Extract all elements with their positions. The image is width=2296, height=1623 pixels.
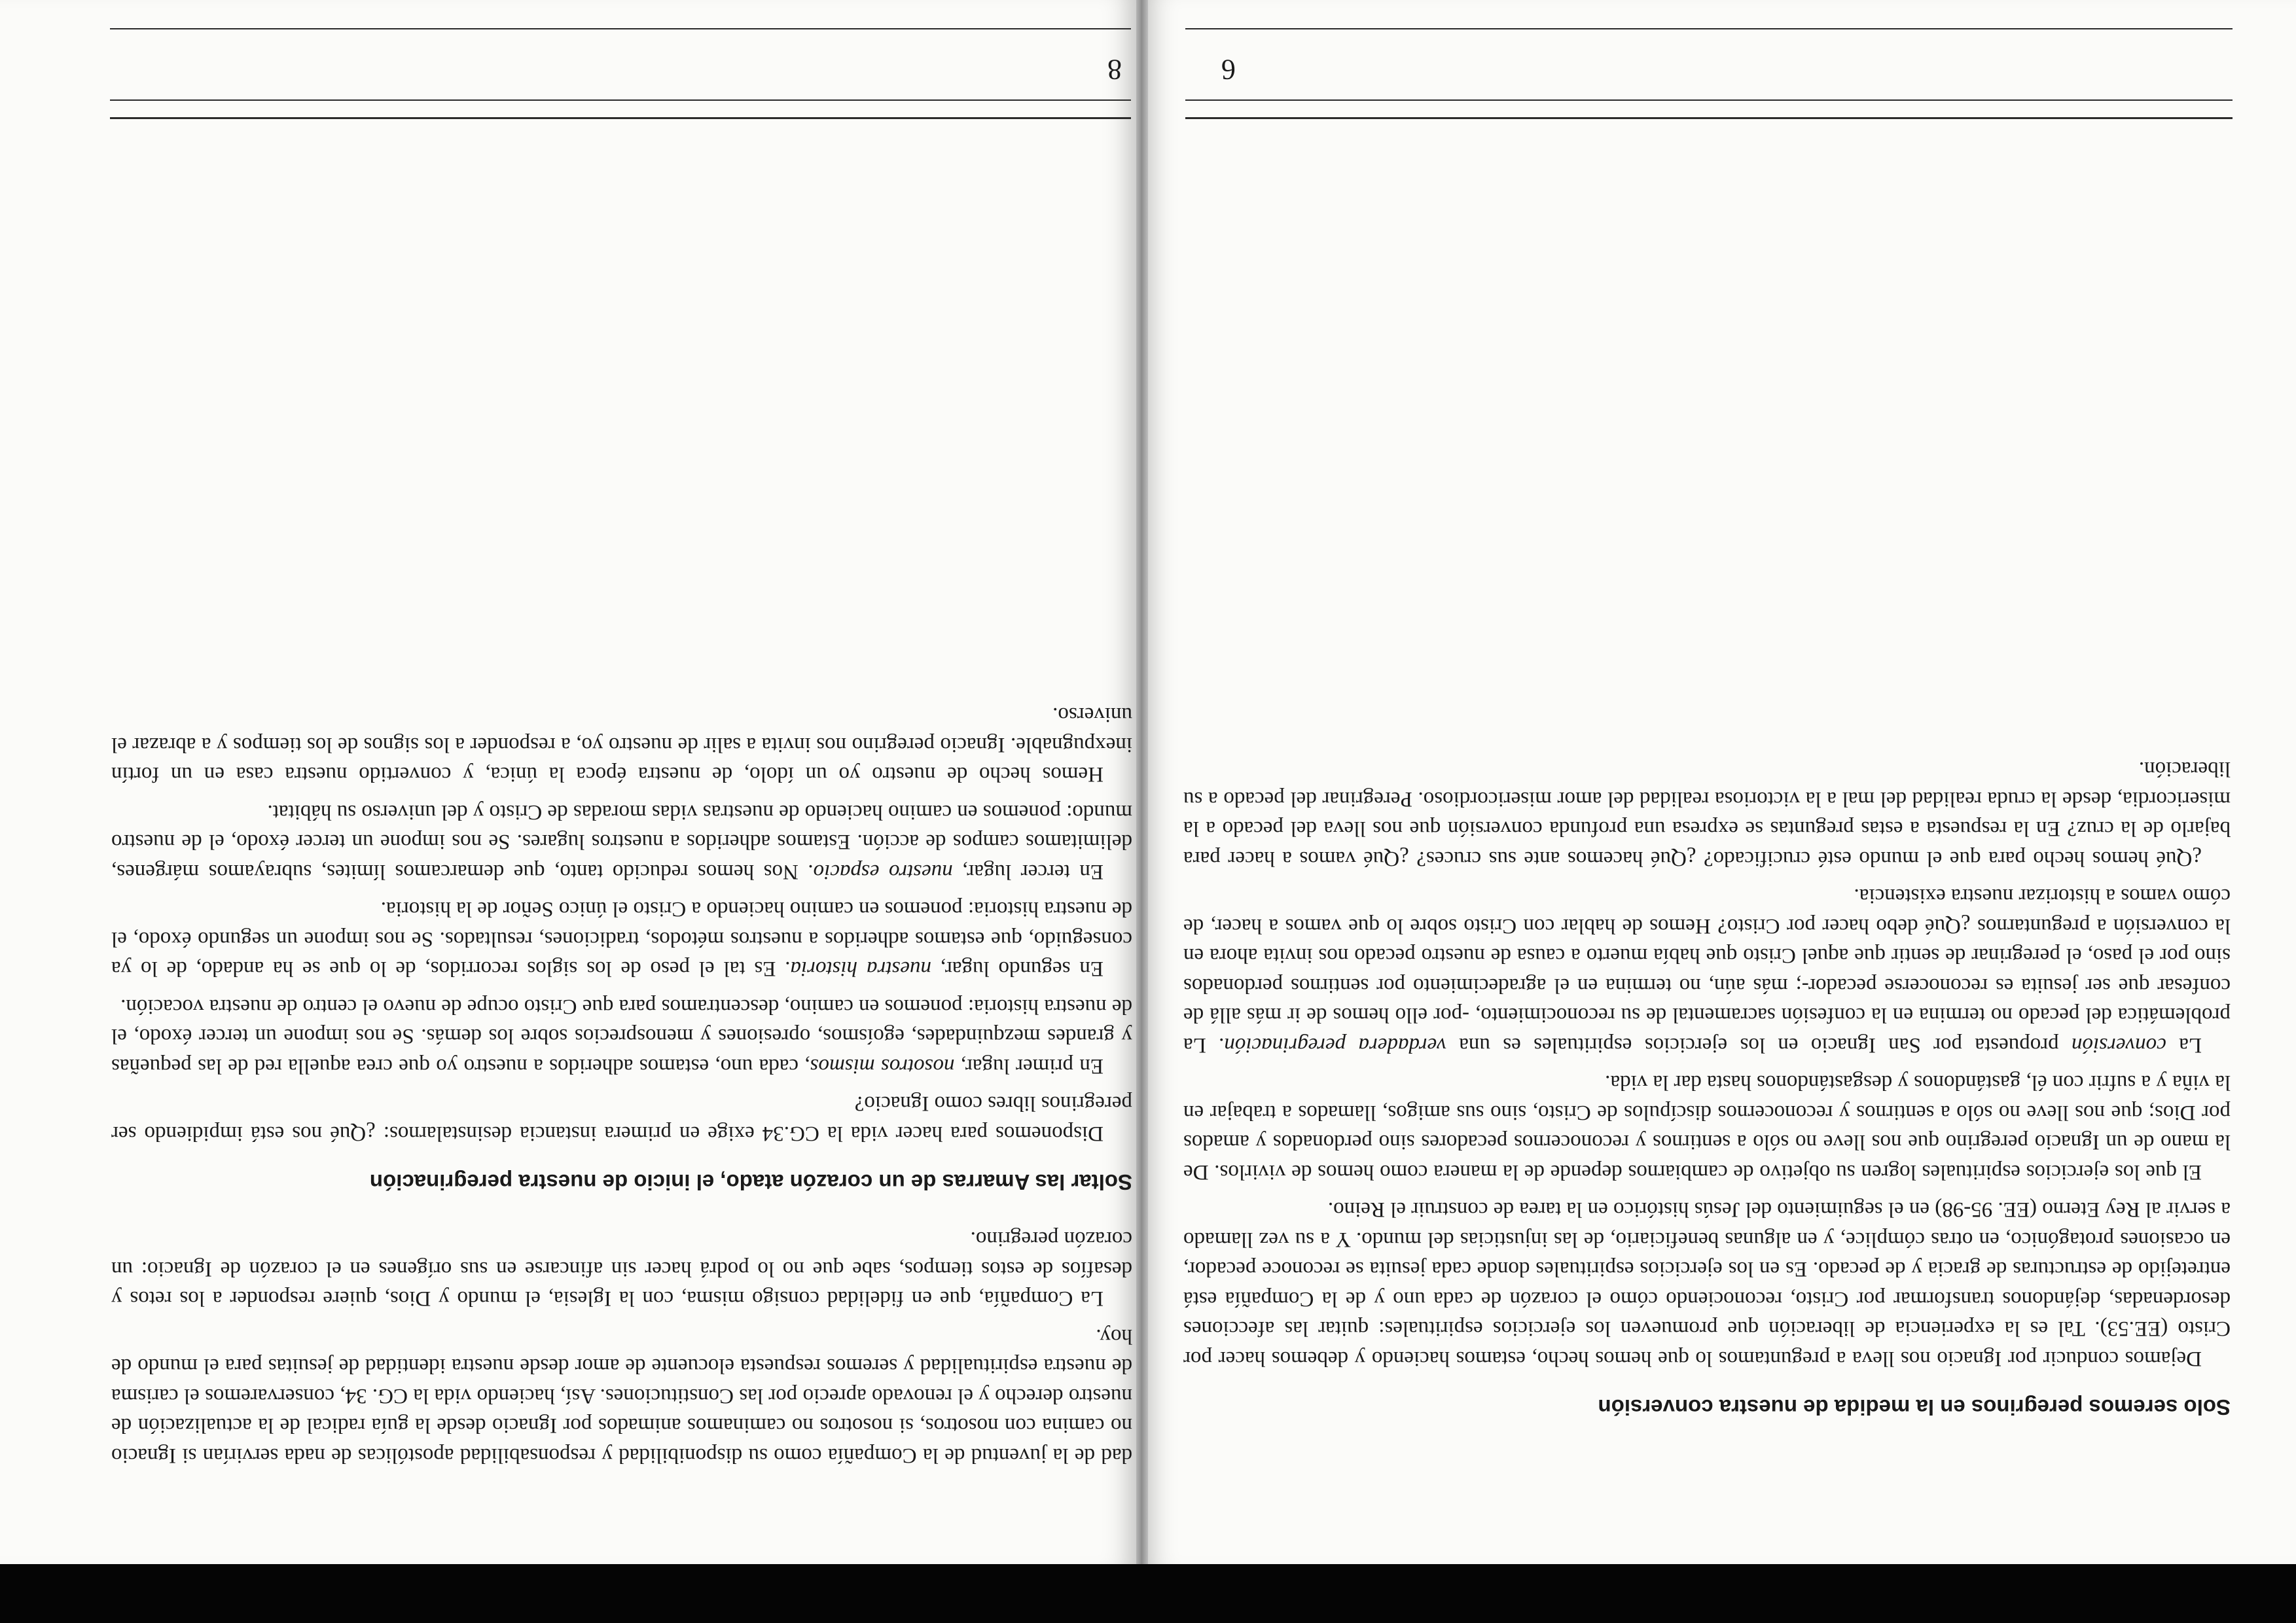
section-title: Soltar las Amarras de un corazón atado, el inicio de nuestra peregrinación: [369, 1170, 1132, 1194]
paragraph: Dejamos conducir por Ignacio nos lleva a preguntamos lo que hemos hecho, estamos haciendo y debemos hacer por Cristo (EE.53). Tal es la experiencia de liberación que promueven los ejercicios espirituales: quitar las afecciones desordenadas, dejándonos transformar por Cristo, reconociendo cómo el corazón de cada uno y de la Compañía está entretejido de estructuras de gracia y de pecado. Es en los ejercicios espirituales donde cada jesuita se reconoce pecador, en ocasiones protagónico, en otras cómplice, y en algunas beneficiario, de las injusticias del mundo. Y a su vez llamado a servir al Rey Eterno (EE. 95-98) en el seguimiento del Jesús histórico en la tarea de construir el Reino.: [1183, 1198, 2231, 1370]
paragraph-closing: Hemos hecho de nuestro yo un ídolo, de nuestra época la única, y convertido nuestra casa en un fortín inexpugnable. Ignacio peregrino nos invita a salir de nuestro yo, a responder a los signos de los tiempos y a abrazar el universo.: [111, 703, 1132, 787]
paragraph: El que los ejercicios espirituales logren su objetivo de cambiarnos depende de la manera como hemos de vivirlos. De la mano de un Ignacio peregrino que nos lleve no sólo a sentirnos y reconocernos pecadores sino perdonados y amados por Dios; que nos lleve no sólo a sentirnos y reconocernos discípulos de Cristo, sino sus amigos, llamados a trabajar en la viña y a sufrir con él, gastándonos y desgastándonos hasta dar la vida.: [1183, 1071, 2231, 1184]
paragraph: Disponemos para hacer vida la CG.34 exige en primera instancia desinstalarnos: ¿Qué nos está impidiendo ser peregrinos libres como Ignacio?: [111, 1092, 1132, 1145]
point-first: En primer lugar, nosotros mismos, cada uno, estamos adheridos a nuestro yo que crea aquella red de las pequeñas y grandes mezquindades, egoísmos, opresiones y menosprecios sobre los demás. Se nos impone un tercer éxodo, el de nuestra historia: ponemos en camino, descentramos para que Cristo ocupe de nuevo el centro de nuestra vocación.: [111, 995, 1132, 1078]
paragraph-conversion: La conversión propuesta por San Ignacio en los ejercicios espirituales es una verdadera peregrinación. La problemática del pecado no termina en la confesión sacramental de su reconocimiento, -por ello hemos de ir más allá de confesar que ser jesuita es reconocerse pecador-; más aún, no termina en el agradecimiento por sentirnos perdonados sino por el paso, el peregrinar de sentir que aquel Cristo que había muerto a causa de nuestro pecado nos invita ahora en la conversión a preguntarnos ¿Qué debo hacer por Cristo? Hemos de hablar con Cristo sobre lo que vamos a hacer, de cómo vamos a historizar nuestra existencia.: [1183, 884, 2231, 1057]
page-6: [1144, 0, 2296, 1564]
page-number: 6: [1221, 54, 1236, 86]
point-third: En tercer lugar, nuestro espacio. Nos hemos reducido tanto, que demarcamos límites, subrayamos márgenes, delimitamos campos de acción. Estamos adheridos a nuestros lugares. Se nos impone un tercer éxodo, el de nuestro mundo: ponemos en camino haciendo de nuestras vidas moradas de Cristo y del universo su hábitat.: [111, 800, 1132, 883]
paragraph-continued: dad de la juventud de la Compañía como su disponibilidad y responsabilidad apostólicas de nada servirían si Ignacio no camina con nosotros, si nosotros no caminamos animados por Ignacio desde la guía radical de la actualización de nuestro derecho y el renovado aprecio por las Constituciones. Así, haciendo vida la CG. 34, conservaremos el carisma de nuestra espiritualidad y seremos respuesta elocuente de amor desde nuestra identidad de jesuitas para el mundo de hoy.: [111, 1325, 1132, 1467]
rule: [1185, 99, 2233, 101]
point-second: En segundo lugar, nuestra historia. Es tal el peso de los siglos recorridos, de lo que se ha andado, de lo ya conseguido, que estamos adheridos a nuestros métodos, tradiciones, resultados. Se nos impone un segundo éxodo, el de nuestra historia: ponemos en camino haciendo a Cristo el único Señor de la historia.: [111, 897, 1132, 981]
bottom-rule: [1185, 28, 2233, 29]
section-title: Solo seremos peregrinos en la medida de nuestra conversión: [1598, 1395, 2231, 1419]
page-6-text: [1183, 754, 2231, 1421]
paragraph: ¿Qué hemos hecho para que el mundo esté crucificado? ¿Qué hacemos ante sus cruces? ¿Qué vamos a hacer para bajarlo de la cruz? En la respuesta a estas preguntas se expresa una profunda conversión que nos lleva del pecado a la misericordia, desde la cruda realidad del mal a la victoriosa realidad del amor misericordioso. Peregrinar del pecado a su liberación.: [1183, 757, 2231, 870]
top-rule: [1185, 117, 2233, 119]
page-8: [0, 0, 1136, 1564]
scanner-edge: [0, 1564, 2296, 1623]
top-rule: [110, 117, 1131, 119]
rule: [110, 99, 1131, 101]
page-8-text: [111, 700, 1132, 1470]
page-number: 8: [1107, 54, 1122, 86]
paragraph: La Compañía, que en fidelidad consigo misma, con la Iglesia, el mundo y Dios, quiere responder a los retos y desafíos de estos tiempos, sabe que no lo podrá hacer sin afincarse en sus orígenes en el corazón de Ignacio: un corazón peregrino.: [111, 1227, 1132, 1311]
bottom-rule: [110, 28, 1131, 29]
